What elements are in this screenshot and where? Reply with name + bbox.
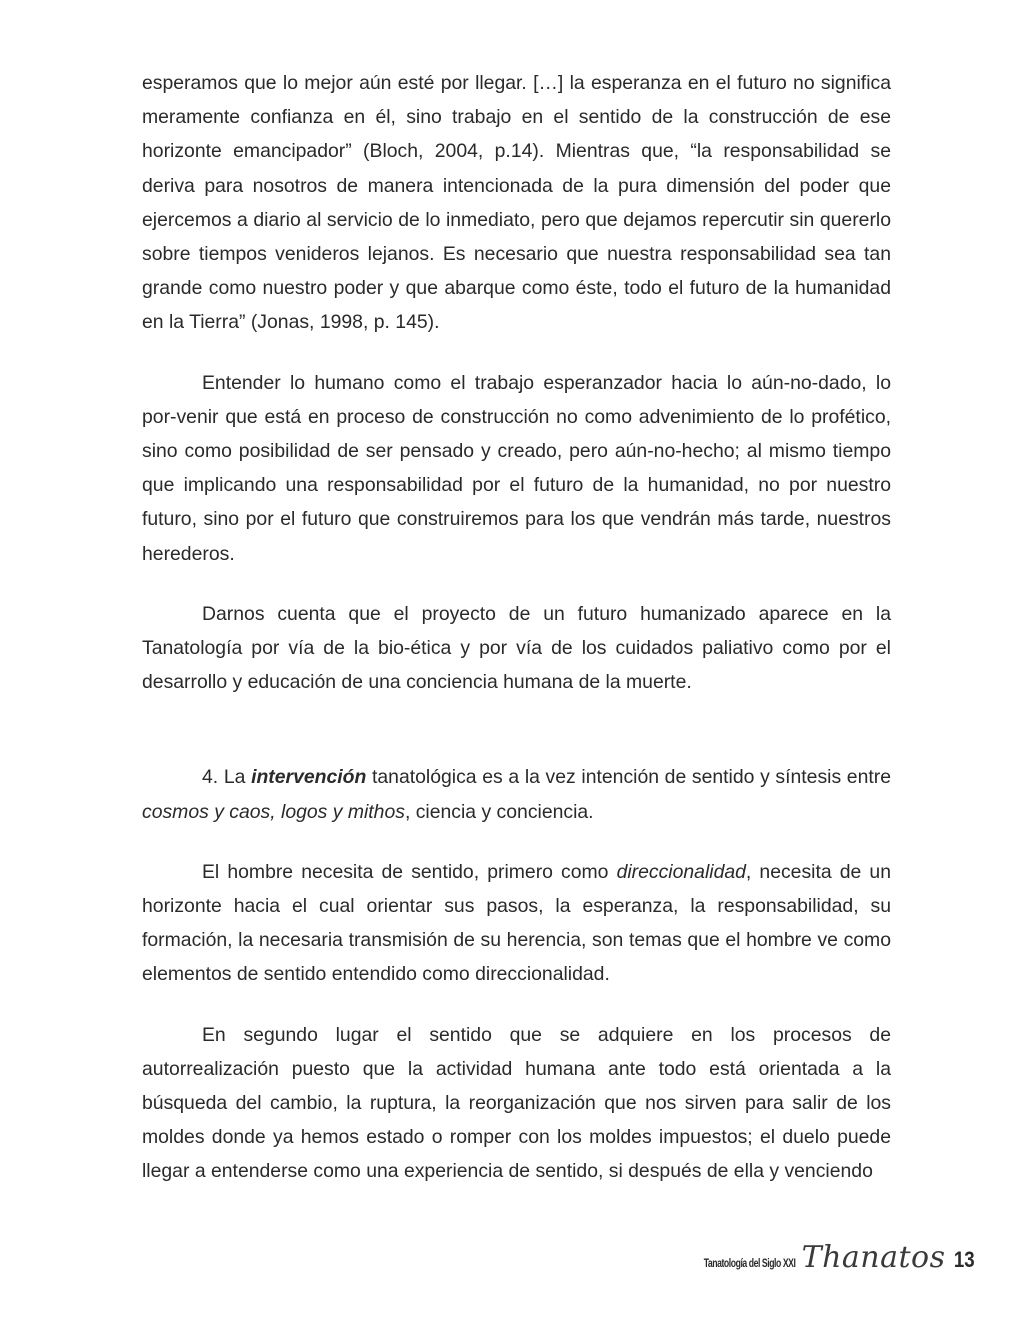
paragraph-5-text-2: , necesita de un horizonte hacia el cual orientar sus pasos, la esperanza, la responsabilidad, su formación, la necesaria transmisión de su herencia, son temas que el hombre ve como elementos de sentido entendido como direccionalidad. xyxy=(142,860,891,986)
journal-title: Tanatología del Siglo XXI xyxy=(703,1256,796,1270)
paragraph-3: Darnos cuenta que el proyecto de un futuro humanizado aparece en la Tanatología por vía de la bio-ética y por vía de los cuidados paliativo como por el desarrollo y educación de una conciencia humana de la muerte. xyxy=(142,602,891,694)
paragraph-4-italic: cosmos y caos, logos y mithos xyxy=(142,800,405,823)
thanatos-logo: Thanatos xyxy=(801,1240,946,1275)
page-number: 13 xyxy=(953,1247,975,1272)
paragraph-4-numbered xyxy=(142,760,891,828)
paragraph-5-text-1: El hombre necesita de sentido, primero como xyxy=(202,860,617,883)
paragraph-5-italic: direccionalidad xyxy=(616,860,746,883)
paragraph-4-text-3: , ciencia y conciencia. xyxy=(404,800,594,823)
page-body xyxy=(142,66,891,1189)
paragraph-4-emphasis: intervención xyxy=(251,766,367,789)
paragraph-6: En segundo lugar el sentido que se adquiere en los procesos de autorrealización puesto que la actividad humana ante todo está orientada a la búsqueda del cambio, la ruptura, la reorganización que nos sirven para salir de los moldes donde ya hemos estado o romper con los moldes impuestos; el duelo puede llegar a entenderse como una experiencia de sentido, si después de ella y venciendo xyxy=(142,1023,891,1183)
paragraph-4-text-2: tanatológica es a la vez intención de sentido y síntesis entre xyxy=(366,766,892,789)
paragraph-2: Entender lo humano como el trabajo esperanzador hacia lo aún-no-dado, lo por-venir que está en proceso de construcción no como advenimiento de lo profético, sino como posibilidad de ser pensado y creado, pero aún-no-hecho; al mismo tiempo que implicando una responsabilidad por el futuro de la humanidad, no por nuestro futuro, sino por el futuro que construiremos para los que vendrán más tarde, nuestros herederos. xyxy=(142,371,891,565)
paragraph-4-text-1: 4. La xyxy=(202,766,252,789)
paragraph-5 xyxy=(142,855,891,992)
page-footer xyxy=(668,1240,976,1275)
paragraph-1: esperamos que lo mejor aún esté por llegar. […] la esperanza en el futuro no significa meramente confianza en él, sino trabajo en el sentido de la construcción de ese horizonte emancipador” (Bloch, 2004, p.14). Mientras que, “la responsabilidad se deriva para nosotros de manera intencionada de la pura dimensión del poder que ejercemos a diario al servicio de lo inmediato, pero que dejamos repercutir sin quererlo sobre tiempos venideros lejanos. Es necesario que nuestra responsabilidad sea tan grande como nuestro poder y que abarque como éste, todo el futuro de la humanidad en la Tierra” (Jonas, 1998, p. 145). xyxy=(142,72,891,334)
